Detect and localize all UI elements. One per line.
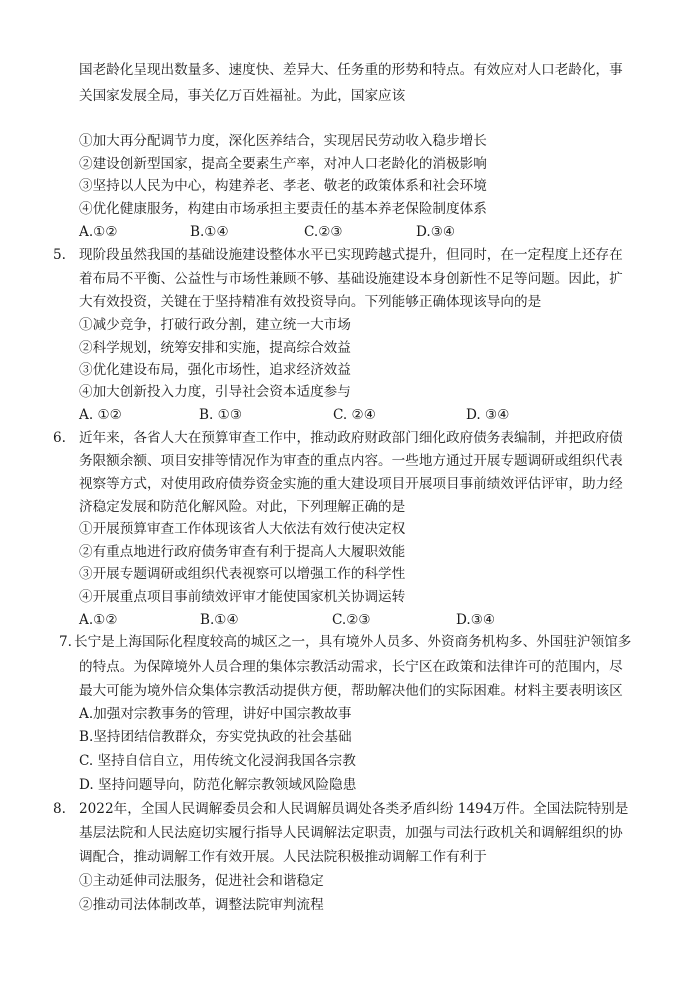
q5-option-a: A. ①② (79, 407, 122, 423)
q5-option-b: B. ①③ (199, 407, 243, 423)
q8-statement: ①主动延伸司法服务，促进社会和谐稳定 (79, 873, 324, 889)
q7-number: 7. (59, 634, 72, 650)
q4-option-d: D.③④ (416, 224, 456, 240)
q6-option-b: B.①④ (200, 612, 239, 628)
q7-choice-d: D. 坚持问题导向，防范化解宗教领域风险隐患 (79, 777, 357, 793)
q5-stem-line: 着布局不平衡、公益性与市场性兼顾不够、基础设施建设本身创新性不足等问题。因此，扩 (79, 271, 623, 287)
q4-statement: ③坚持以人民为中心，构建养老、孝老、敬老的政策体系和社会环境 (79, 178, 487, 194)
q7-choice-b: B.坚持团结信教群众，夯实党执政的社会基础 (79, 729, 352, 745)
q7-stem-line: 长宁是上海国际化程度较高的城区之一，具有境外人员多、外资商务机构多、外国驻沪领馆多 (74, 634, 632, 650)
q4-statement: ②建设创新型国家，提高全要素生产率，对冲人口老龄化的消极影响 (79, 156, 487, 172)
q4-statement: ①加大再分配调节力度，深化医养结合，实现居民劳动收入稳步增长 (79, 133, 487, 149)
q4-statement: ④优化健康服务，构建由市场承担主要责任的基本养老保险制度体系 (79, 201, 487, 217)
q8-stem-line: 调配合，推动调解工作有效开展。人民法院积极推动调解工作有利于 (79, 849, 487, 865)
q6-statement: ②有重点地进行政府债务审查有利于提高人大履职效能 (79, 544, 406, 560)
q5-statement: ①减少竞争，打破行政分割，建立统一大市场 (79, 317, 351, 333)
q5-option-d: D. ③④ (466, 407, 510, 423)
q4-stem-line: 关国家发展全局，事关亿万百姓福祉。为此，国家应该 (79, 88, 406, 104)
q8-statement: ②推动司法体制改革，调整法院审判流程 (79, 897, 324, 913)
q6-stem-line: 务限额余额、项目安排等情况作为审查的重点内容。一些地方通过开展专题调研或组织代表 (79, 453, 623, 469)
q4-option-c: C.②③ (304, 224, 343, 240)
q7-choice-c: C. 坚持自信自立，用传统文化浸润我国各宗教 (79, 753, 356, 769)
q6-option-d: D.③④ (456, 612, 496, 628)
q6-stem-line: 近年来，各省人大在预算审查工作中，推动政府财政部门细化政府债务表编制，并把政府债 (79, 430, 623, 446)
q7-stem-line: 最大可能为境外信众集体宗教活动提供方便，帮助解决他们的实际困难。材料主要表明该区 (79, 683, 623, 699)
q5-number: 5. (53, 247, 66, 263)
q8-stem-line: 基层法院和人民法庭切实履行指导人民调解法定职责，加强与司法行政机关和调解组织的协 (79, 825, 623, 841)
q6-stem-line: 视察等方式，对使用政府债券资金实施的重大建设项目开展项目事前绩效评估评审，助力经 (79, 476, 623, 492)
q8-stem-line: 2022年，全国人民调解委员会和人民调解员调处各类矛盾纠纷 1494万件。全国法院特别是 (79, 801, 629, 817)
q4-option-b: B.①④ (190, 224, 229, 240)
q4-option-a: A.①② (79, 224, 118, 240)
q7-stem-line: 的特点。为保障境外人员合理的集体宗教活动需求，长宁区在政策和法律许可的范围内，尽 (79, 659, 623, 675)
q5-statement: ③优化建设布局，强化市场性，追求经济效益 (79, 362, 351, 378)
q5-statement: ②科学规划，统筹安排和实施，提高综合效益 (79, 340, 351, 356)
q4-stem-line: 国老龄化呈现出数量多、速度快、差异大、任务重的形势和特点。有效应对人口老龄化，事 (79, 62, 623, 78)
q8-number: 8. (53, 801, 66, 817)
q6-number: 6. (53, 430, 66, 446)
q6-option-a: A.①② (79, 612, 118, 628)
q5-stem-line: 大有效投资，关键在于坚持精准有效投资导向。下列能够正确体现该导向的是 (79, 294, 542, 310)
q5-statement: ④加大创新投入力度，引导社会资本适度参与 (79, 384, 351, 400)
q5-stem-line: 现阶段虽然我国的基础设施建设整体水平已实现跨越式提升，但同时，在一定程度上还存在 (79, 247, 623, 263)
q6-option-c: C.②③ (332, 612, 371, 628)
q6-statement: ①开展预算审查工作体现该省人大依法有效行使决定权 (79, 521, 406, 537)
q5-option-c: C. ②④ (333, 407, 376, 423)
q7-choice-a: A.加强对宗教事务的管理，讲好中国宗教故事 (79, 706, 352, 722)
q6-statement: ④开展重点项目事前绩效评审才能使国家机关协调运转 (79, 589, 406, 605)
q6-stem-line: 济稳定发展和防范化解风险。对此，下列理解正确的是 (79, 499, 406, 515)
q6-statement: ③开展专题调研或组织代表视察可以增强工作的科学性 (79, 566, 406, 582)
